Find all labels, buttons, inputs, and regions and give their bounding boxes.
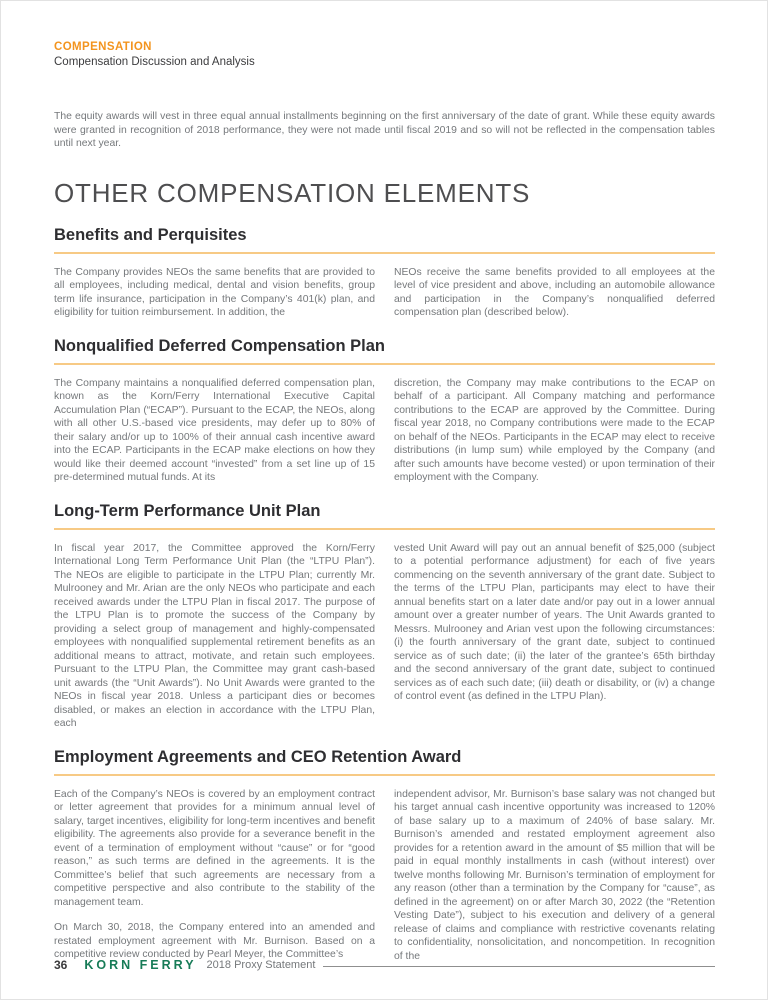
body-paragraph: The Company maintains a nonqualified deferred compensation plan, known as the Korn/Ferry International Executive Capital Accumulation Plan (“ECAP”). Pursuant to the ECAP, the NEOs, along with all other U.S.-based vice presidents, may defer up to 80% of their salary and/or up to 100% of their annual cash incentive award into the ECAP. Participants in the ECAP make elections on how they would like their deemed account “invested” from a set line up of 15 pre-determined mutual funds. At its xyxy=(54,377,375,484)
section-title: Nonqualified Deferred Compensation Plan xyxy=(54,337,715,365)
page-title: OTHER COMPENSATION ELEMENTS xyxy=(54,177,531,208)
body-paragraph: Each of the Company’s NEOs is covered by an employment contract or letter agreement that provides for a minimum annual level of salary, target incentives, eligibility for long-term incentives and benefit eligibility. The agreements also provide for a severance benefit in the event of a termination of employment without “cause” or for “good reason,” as such terms are defined in the agreements. It is the Committee’s belief that such agreements are necessary from a competitive perspective and also contribute to the stability of the management team. xyxy=(54,788,375,908)
body-paragraph: NEOs receive the same benefits provided to all employees at the level of vice president and above, including an automobile allowance and participation in the Company’s nonqualified deferred compensation plan (described below). xyxy=(394,266,715,319)
two-column-body xyxy=(54,377,715,485)
intro-paragraph: The equity awards will vest in three equal annual installments beginning on the first anniversary of the date of grant. While these equity awards were granted in recognition of 2018 performance, they were not made until fiscal 2019 and so will not be reflected in the compensation tables until next year. xyxy=(54,111,715,150)
page-footer xyxy=(54,958,715,972)
right-column xyxy=(394,266,715,320)
left-column xyxy=(54,266,375,320)
body-paragraph: independent advisor, Mr. Burnison’s base salary was not changed but his target annual cash incentive opportunity was increased to 120% of base salary up to a maximum of 240% of base salary. Mr. Burnison’s amended and restated employment agreement also provides for a retention award in the amount of $5 million that will be paid in equal monthly installments in cash (without interest) over twelve months following Mr. Burnison’s termination of employment for any reason (other than a termination by the Company for “cause”, as defined in the agreement) on or after March 30, 2022 (the “Retention Vesting Date”), subject to his execution and delivery of a general release of claims and compliance with restrictive covenants relating to confidentiality, nonsolicitation, and noncompetition. In recognition of the xyxy=(394,788,715,962)
right-column xyxy=(394,542,715,731)
section-benefits-and-perquisites xyxy=(54,226,715,320)
section-title: Benefits and Perquisites xyxy=(54,226,715,254)
right-column xyxy=(394,377,715,485)
footer-rule xyxy=(323,966,715,967)
left-column xyxy=(54,542,375,731)
two-column-body xyxy=(54,788,715,964)
section-long-term-performance-unit-plan xyxy=(54,502,715,731)
page-number: 36 xyxy=(54,958,68,972)
footer-doc-title: 2018 Proxy Statement xyxy=(206,959,316,971)
left-column xyxy=(54,377,375,485)
left-column xyxy=(54,788,375,964)
two-column-body xyxy=(54,542,715,731)
section-employment-agreements-and-ceo-retention-award xyxy=(54,748,715,964)
right-column xyxy=(394,788,715,964)
body-paragraph: discretion, the Company may make contributions to the ECAP on behalf of a participant. All Company matching and performance contributions to the ECAP are approved by the Committee. During fiscal year 2018, no Company contributions were made to the ECAP on behalf of the NEOs. Participants in the ECAP may elect to receive distributions (in lump sum) while employed by the Company (and after such amounts have become vested) or upon termination of their employment with the Company. xyxy=(394,377,715,484)
page-content xyxy=(54,41,715,963)
section-title: Employment Agreements and CEO Retention Award xyxy=(54,748,715,776)
body-paragraph: The Company provides NEOs the same benefits that are provided to all employees, including medical, dental and vision benefits, group term life insurance, participation in the Company’s 401(k) plan, and eligibility for tuition reimbursement. In addition, the xyxy=(54,266,375,319)
korn-ferry-logo: KORN FERRY xyxy=(84,958,197,972)
section-eyebrow: COMPENSATION xyxy=(54,41,152,53)
section-nonqualified-deferred-compensation-plan xyxy=(54,337,715,485)
body-paragraph: In fiscal year 2017, the Committee approved the Korn/Ferry International Long Term Performance Unit Plan (the “LTPU Plan”). The NEOs are eligible to participate in the LTPU Plan; currently Mr. Mulrooney and Mr. Arian are the only NEOs who participate and each received awards under the LTPU Plan in fiscal 2017. The purpose of the LTPU Plan is to promote the success of the Company by providing a select group of management and highly-compensated employees with nonqualified supplemental retirement benefits as an additional means to attract, motivate, and retain such employees. Pursuant to the LTPU Plan, the Committee may grant cash-based unit awards (the “Unit Awards”). No Unit Awards were granted to the NEOs in fiscal year 2018. Unless a participant dies or becomes disabled, or makes an election in accordance with the LTPU Plan, each xyxy=(54,542,375,730)
document-subtitle: Compensation Discussion and Analysis xyxy=(54,56,255,68)
body-paragraph: vested Unit Award will pay out an annual benefit of $25,000 (subject to a potential performance adjustment) for each of five years commencing on the seventh anniversary of the grant date. Subject to the terms of the LTPU Plan, participants may elect to have their annual benefits start on a later date and/or pay out in a lower annual amount over a greater number of years. The Unit Awards granted to Messrs. Mulrooney and Arian vest upon the following circumstances: (i) the fourth anniversary of the grant date, subject to continued service as of such date; (ii) the later of the grantee’s 65th birthday and the second anniversary of the grant date, subject to continued services as of each such date; (iii) death or disability, or (iv) a change of control event (as defined in the LTPU Plan). xyxy=(394,542,715,703)
two-column-body xyxy=(54,266,715,320)
body-paragraph: On March 30, 2018, the Company entered into an amended and restated employment agreement with Mr. Burnison. Based on a competitive review conducted by Pearl Meyer, the Committee’s xyxy=(54,922,375,961)
section-title: Long-Term Performance Unit Plan xyxy=(54,502,715,530)
